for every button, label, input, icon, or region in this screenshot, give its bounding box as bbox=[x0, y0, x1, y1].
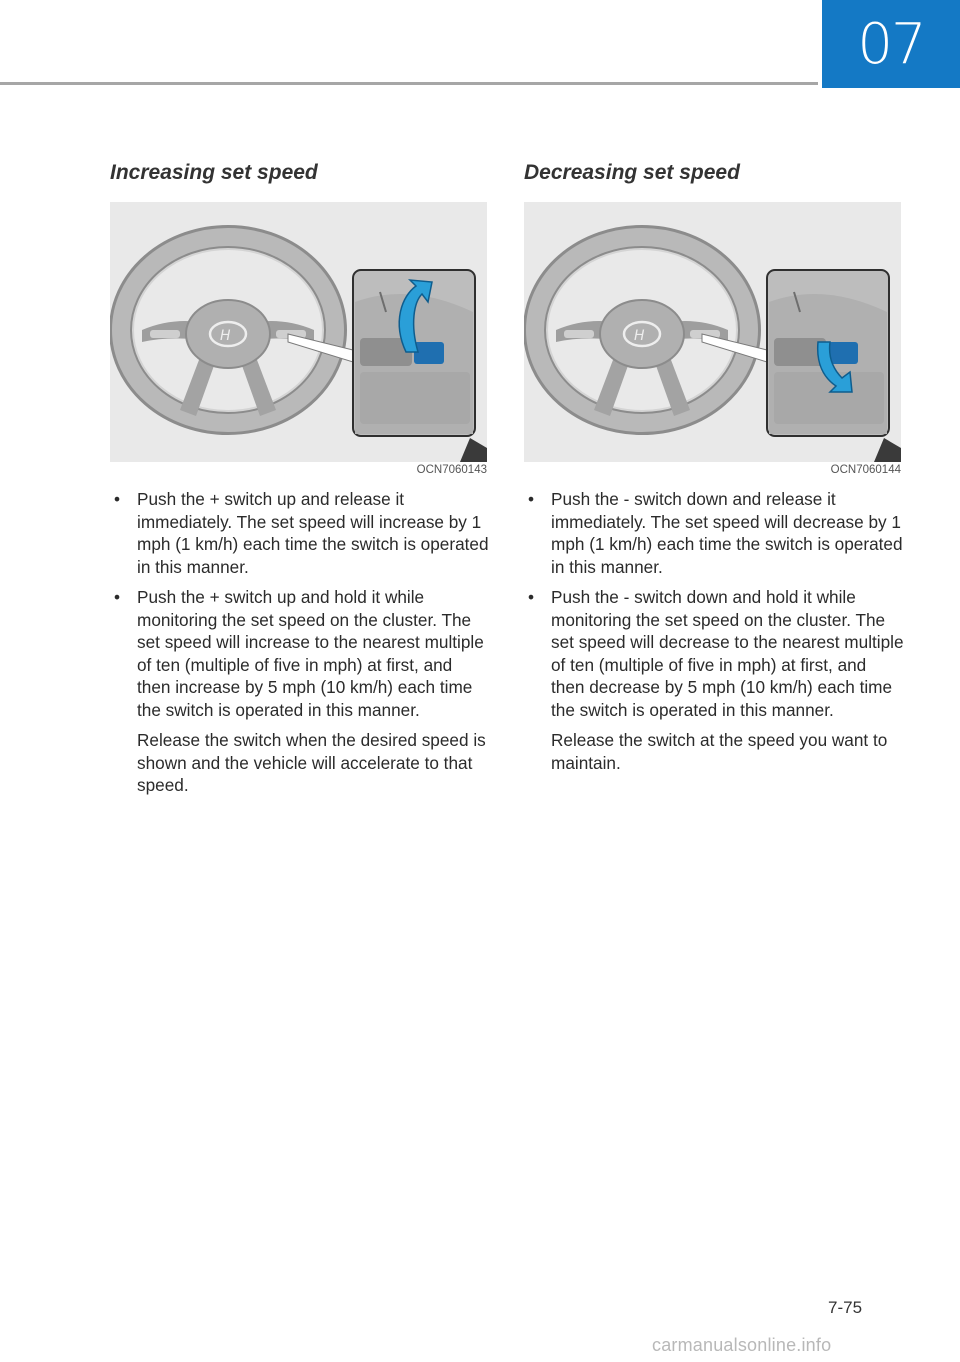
bullet-list bbox=[524, 488, 904, 774]
watermark: carmanualsonline.info bbox=[652, 1335, 832, 1355]
list-item bbox=[524, 488, 904, 578]
steering-wheel-figure bbox=[524, 202, 901, 462]
bullet-text: Push the + switch up and release it immediately. The set speed will increase by 1 mph (1 km/h) each time the switch is operated in this manner. bbox=[137, 489, 489, 577]
bullet-list bbox=[110, 488, 490, 797]
svg-text:H: H bbox=[220, 328, 231, 344]
bullet-note: Release the switch when the desired speed is shown and the vehicle will accelerate to that speed. bbox=[137, 730, 486, 795]
figure-code: OCN7060144 bbox=[830, 464, 901, 476]
bullet-icon: • bbox=[114, 489, 121, 509]
switch-zoom-inset bbox=[767, 270, 889, 436]
steering-wheel-figure bbox=[110, 202, 487, 462]
list-item bbox=[524, 586, 904, 774]
bullet-text: Push the + switch up and hold it while monitoring the set speed on the cluster. The set speed will increase to the nearest multiple of ten (multiple of five in mph) at first, and then increase by 5 mph (10 km/h) each time the switch is operated in this manner. bbox=[137, 587, 484, 720]
list-item bbox=[110, 586, 490, 797]
steering-wheel-illustration bbox=[110, 202, 487, 462]
switch-zoom-inset bbox=[353, 270, 475, 436]
bullet-icon: • bbox=[528, 489, 535, 509]
bullet-note: Release the switch at the speed you want to maintain. bbox=[551, 730, 888, 773]
header-rule bbox=[0, 82, 818, 85]
figure-code: OCN7060143 bbox=[416, 464, 487, 476]
bullet-text: Push the - switch down and hold it while monitoring the set speed on the cluster. The set speed will decrease to the nearest multiple of ten (multiple of five in mph) at first, and then decrease by 5 mph (10 km/h) each time the switch is operated in this manner. bbox=[551, 587, 904, 720]
section-decreasing bbox=[524, 160, 904, 782]
page-number: 7-75 bbox=[828, 1298, 863, 1317]
bullet-icon: • bbox=[528, 587, 535, 607]
list-item bbox=[110, 488, 490, 578]
bullet-text: Push the - switch down and release it immediately. The set speed will decrease by 1 mph (1 km/h) each time the switch is operated in this manner. bbox=[551, 489, 903, 577]
section-increasing bbox=[110, 160, 490, 805]
section-title: Increasing set speed bbox=[110, 161, 318, 184]
section-title: Decreasing set speed bbox=[524, 161, 740, 184]
bullet-icon: • bbox=[114, 587, 121, 607]
steering-wheel-illustration bbox=[524, 202, 901, 462]
svg-text:H: H bbox=[634, 328, 645, 344]
chapter-tab: 07 bbox=[822, 0, 960, 88]
